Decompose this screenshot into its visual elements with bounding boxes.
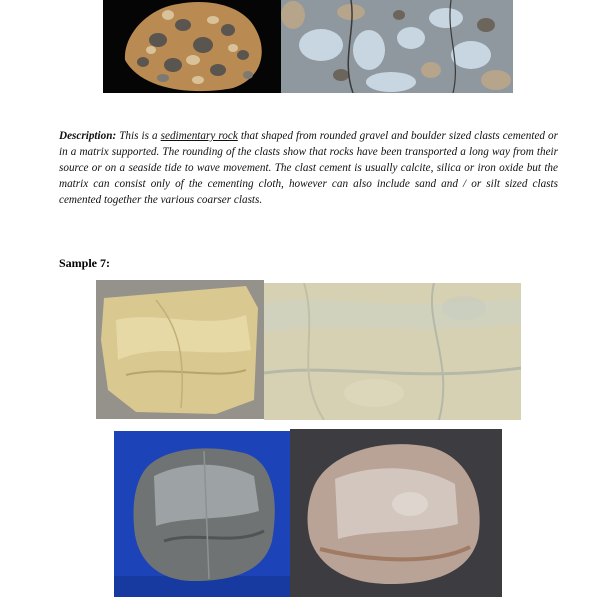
sample-heading: Sample 7: — [59, 256, 110, 270]
pale-rock-specimen-photo — [96, 280, 264, 419]
description-text-end: that shaped from rounded gravel and boulder sized clasts cemented or in a matrix supported. The rounding of the clasts show that rocks have been transported a long way from their source or on a seaside tide to wave movement. The clast cement is usually calcite, silica or iron oxide but the matrix can consist only of the cementing cloth, however can also include sand and / or silt sized clasts cemented together the various coarser clasts. — [59, 130, 558, 206]
description-text-start: This is a — [116, 130, 161, 142]
grey-brown-flint-specimen-photo — [290, 429, 502, 597]
grey-flint-specimen-photo — [114, 431, 290, 597]
description-paragraph — [59, 128, 558, 208]
conglomerate-outcrop-photo — [281, 0, 513, 93]
description-label: Description: — [59, 130, 117, 142]
pale-rock-closeup-photo — [264, 283, 521, 420]
sedimentary-rock-link[interactable]: sedimentary rock — [160, 130, 238, 142]
conglomerate-specimen-photo — [103, 0, 281, 93]
